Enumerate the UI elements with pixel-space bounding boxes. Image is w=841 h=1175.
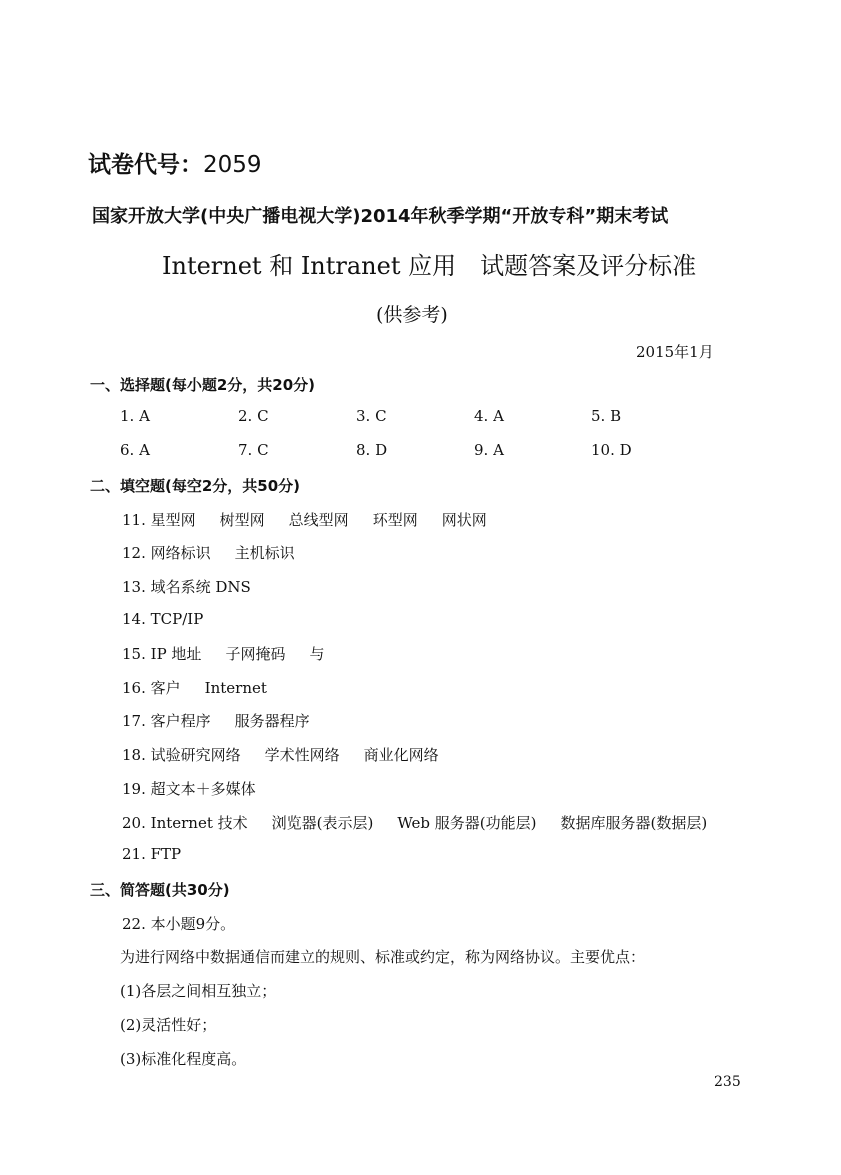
item-number: 11.: [122, 511, 146, 529]
answer-part: 服务器程序: [234, 712, 310, 730]
answer-2: 2. C: [238, 407, 269, 425]
answer-part: 总线型网: [288, 511, 349, 529]
answer-part: 与: [309, 645, 325, 663]
answer-part: 网状网: [441, 511, 487, 529]
answer-part: 树型网: [219, 511, 265, 529]
item-number: 15.: [122, 645, 146, 663]
answer-4: 4. A: [474, 407, 504, 425]
point-1: (1)各层之间相互独立；: [120, 982, 277, 1000]
answer-part: IP 地址: [150, 645, 202, 663]
answer-part: 数据库服务器(数据层): [560, 814, 708, 832]
item-number: 16.: [122, 679, 146, 697]
answer-part: 星型网: [150, 511, 196, 529]
answer-part: 域名系统 DNS: [150, 578, 251, 596]
reference-note: (供参考): [376, 304, 448, 326]
page-number: 235: [714, 1074, 741, 1090]
point-2: (2)灵活性好；: [120, 1016, 217, 1034]
item-number: 13.: [122, 578, 146, 596]
answer-part: 网络标识: [150, 544, 211, 562]
answer-5: 5. B: [591, 407, 622, 425]
university-line: 国家开放大学(中央广播电视大学)2014年秋季学期“开放专科”期末考试: [92, 206, 669, 227]
fill-item-20: [122, 812, 707, 833]
fill-item-19: [122, 778, 256, 799]
item-number: 21.: [122, 845, 146, 863]
answer-part: 超文本＋多媒体: [150, 780, 256, 798]
answer-part: 环型网: [372, 511, 418, 529]
question-22: 22. 本小题9分。: [122, 915, 236, 933]
answer-part: 学术性网络: [264, 746, 340, 764]
answer-part: Internet 技术: [150, 814, 248, 832]
answer-7: 7. C: [238, 441, 269, 459]
point-3: (3)标准化程度高。: [120, 1050, 247, 1068]
item-number: 12.: [122, 544, 146, 562]
answer-part: 商业化网络: [363, 746, 439, 764]
section3-heading: 三、简答题(共30分): [90, 881, 230, 899]
item-number: 17.: [122, 712, 146, 730]
document-date: 2015年1月: [636, 343, 714, 361]
answer-part: 客户程序: [150, 712, 211, 730]
fill-item-11: [122, 509, 487, 530]
fill-item-16: [122, 677, 267, 698]
answer-3: 3. C: [356, 407, 387, 425]
answer-1: 1. A: [120, 407, 150, 425]
exam-code-label: 试卷代号：: [88, 152, 203, 178]
fill-item-12: [122, 542, 295, 563]
fill-item-14: [122, 610, 203, 628]
answer-10: 10. D: [591, 441, 632, 459]
item-number: 19.: [122, 780, 146, 798]
answer-part: FTP: [150, 845, 182, 863]
answer-paragraph: 为进行网络中数据通信而建立的规则、标准或约定，称为网络协议。主要优点：: [120, 948, 646, 966]
document-title: Internet 和 Intranet 应用 试题答案及评分标准: [162, 252, 697, 280]
answer-part: TCP/IP: [150, 610, 204, 628]
answer-9: 9. A: [474, 441, 504, 459]
exam-code: [88, 146, 262, 179]
fill-item-15: [122, 643, 324, 664]
item-number: 18.: [122, 746, 146, 764]
section2-heading: 二、填空题(每空2分，共50分): [90, 477, 301, 495]
answer-part: 子网掩码: [225, 645, 286, 663]
fill-item-17: [122, 710, 310, 731]
answer-part: 客户: [150, 679, 181, 697]
item-number: 20.: [122, 814, 146, 832]
section1-heading: 一、选择题(每小题2分，共20分): [90, 376, 316, 394]
answer-part: Web 服务器(功能层): [397, 814, 537, 832]
answer-part: 主机标识: [234, 544, 295, 562]
exam-code-value: 2059: [203, 152, 262, 178]
answer-part: 试验研究网络: [150, 746, 241, 764]
answer-part: Internet: [204, 679, 267, 697]
fill-item-18: [122, 744, 439, 765]
item-number: 14.: [122, 610, 146, 628]
fill-item-13: [122, 576, 251, 597]
answer-6: 6. A: [120, 441, 150, 459]
fill-item-21: [122, 845, 181, 863]
answer-8: 8. D: [356, 441, 388, 459]
answer-part: 浏览器(表示层): [271, 814, 374, 832]
